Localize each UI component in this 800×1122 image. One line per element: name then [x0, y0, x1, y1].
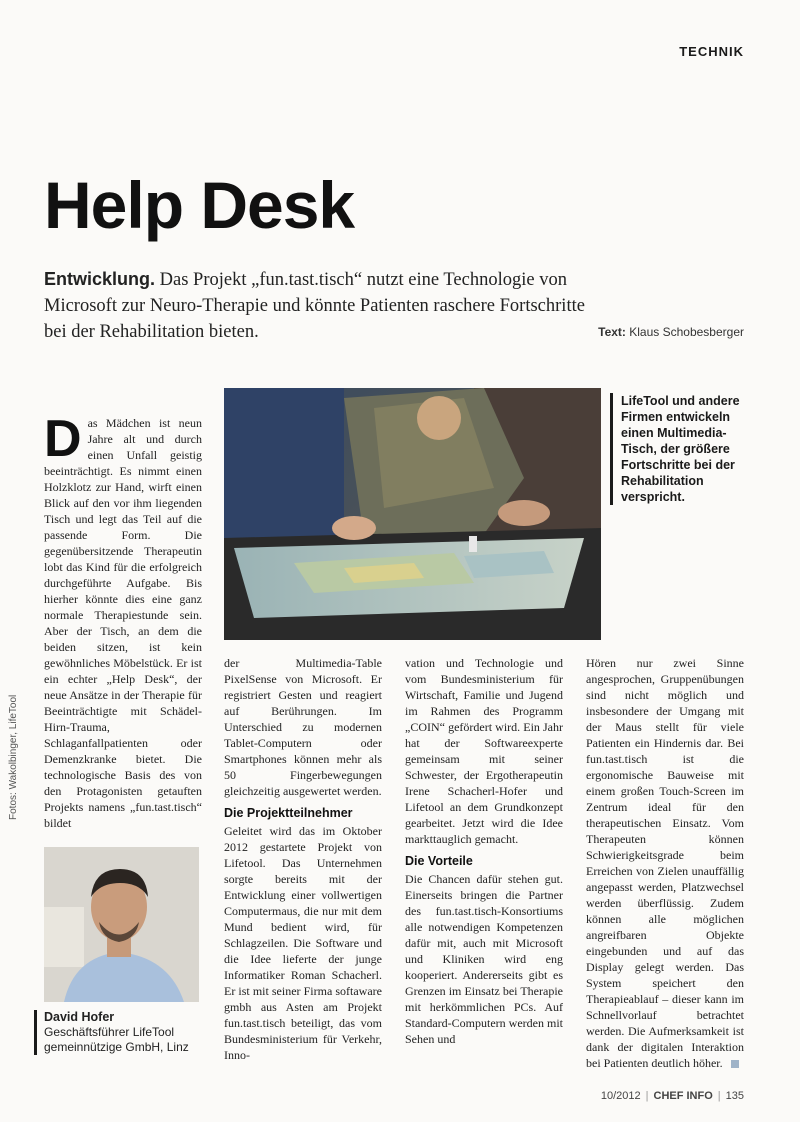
article-column-4 [586, 655, 744, 1071]
column-1-text: as Mädchen ist neun Jahre alt und durch einen Unfall geistig beeinträchtigt. Es nimmt einen Holzklotz zur Hand, wirft einen Blick auf den vor ihm liegenden Tisch und legt das Teil auf die passende Form. Die gegenübersitzende Therapeutin lobt das Kind für die erfolgreich durchgeführte Aufgabe. Bis hierher könnte dies eine ganz normale Therapiestunde sein. Aber der Tisch, an dem die beiden sitzen, ist kein gewöhnliches Möbelstück. Er ist ein echter „Help Desk“, der neue Ansätze in der Therapie für Beeinträchtigte mit Schädel-Hirn-Trauma, Schlaganfallpatienten oder Demenzkranke bietet. Die technologische Basis des von den Protagonisten getauften Projekts namens „fun.tast.tisch“ bildet [44, 416, 202, 830]
photo-credit: Fotos: Wakolbinger, LifeTool [8, 694, 19, 820]
person-caption [34, 1010, 189, 1055]
end-mark-icon [731, 1060, 739, 1068]
article-column-1 [44, 410, 202, 831]
column-4-text: Hören nur zwei Sinne angesprochen, Gruppenübungen sind nicht möglich und insbesondere der Umgang mit der Maus stellt für viele Patienten ein Hindernis dar. Bei fun.tast.tisch ist die ergonomische Bauweise mit einem großen Touch-Screen im Zentrum ideal für den therapeutischen Einsatz. Vom Therapeuten können Schwierigkeitsgrade beim Erreichen von Zielen unauffällig angepasst werden, Platzwechsel werden überflüssig. Zudem können alle möglichen angreifbaren Objekte eingebunden und auf das Display gelegt werden. Das System speichert den Therapieablauf – dieser kann im Schnellvorlauf betrachtet werden. Die Aufmerksamkeit ist dank der digitalen Interaktion bei Patienten deutlich höher. [586, 656, 744, 1070]
article-column-2 [224, 655, 382, 1063]
drop-cap: D [44, 410, 82, 468]
subheading-vorteile: Die Vorteile [405, 854, 473, 868]
page-footer: 10/2012 | CHEF INFO | 135 [600, 1090, 744, 1102]
column-2-paragraph-2: Geleitet wird das im Oktober 2012 gestartete Projekt von Lifetool. Das Unternehmen sorgte bereits mit der Entwicklung einer vollwertigen Computermaus, die nur mit dem Mund bedient wird, für Schlagzeilen. Die Software und die Idee lieferte der junge Informatiker Roman Schacherl. Er ist mit seiner Firma softaware gmbh aus Asten am Projekt fun.tast.tisch beteiligt, das vom Bundesministerium für Verkehr, Inno- [224, 824, 382, 1062]
subheading-projektteilnehmer: Die Projektteilnehmer [224, 806, 353, 820]
author-name: Klaus Schobesberger [629, 325, 744, 339]
author-line [598, 325, 744, 339]
person-name: David Hofer [44, 1010, 115, 1024]
author-label: Text: [598, 325, 626, 339]
article-column-3 [405, 655, 563, 1047]
column-3-paragraph-1: vation und Technologie und vom Bundesministerium für Wirtschaft, Familie und Jugend im Rahmen des Programm „COIN“ gefördert wird. Ein Jahr hat der Softwareexperte gemeinsam mit seiner Schwester, der Ergotherapeutin Irene Schacherl-Hofer und Lifetool an dem Grundkonzept gearbeitet. Jetzt wird die Idee markttauglich gemacht. [405, 656, 563, 846]
lead-paragraph [44, 266, 604, 345]
section-label: TECHNIK [679, 44, 744, 59]
headline: Help Desk [44, 168, 355, 242]
magazine-name: CHEF INFO [653, 1090, 713, 1102]
multimedia-table-photo [224, 388, 601, 640]
main-photo [224, 388, 601, 640]
photo-caption: LifeTool und andere Firmen entwickeln einen Multimedia-Tisch, der größere Fortschritte bei der Rehabilitation verspricht. [610, 393, 761, 505]
person-title-line-1: Geschäftsführer LifeTool [44, 1025, 175, 1039]
issue-number: 10/2012 [600, 1090, 641, 1102]
lead-text: Das Projekt „fun.tast.tisch“ nutzt eine Technologie von Microsoft zur Neuro-Therapie und könnte Patienten raschere Fortschritte bei der Rehabilitation bieten. [44, 270, 585, 342]
person-title-line-2: gemeinnützige GmbH, Linz [44, 1040, 189, 1054]
person-portrait [44, 847, 199, 1002]
lead-keyword: Entwicklung. [44, 269, 156, 289]
portrait-photo [44, 847, 199, 1002]
column-3-paragraph-2: Die Chancen dafür stehen gut. Einerseits bringen die Partner des fun.tast.tisch-Konsortiums alle notwendigen Kompetenzen dafür mit, auch mit Microsoft und Kliniken wird eng kooperiert. Andererseits gibt es Grenzen im Einsatz bei Therapie mit herkömmlichen PCs. Auf Standard-Computern werden mit Sehen und [405, 872, 563, 1046]
column-2-paragraph-1: der Multimedia-Table PixelSense von Microsoft. Er registriert Gesten und reagiert auf Berührungen. Im Unterschied zu modernen Tablet-Computern oder Smartphones können mehr als 50 Fingerbewegungen gleichzeitig ausgewertet werden. [224, 656, 382, 798]
page-number: 135 [725, 1090, 744, 1102]
